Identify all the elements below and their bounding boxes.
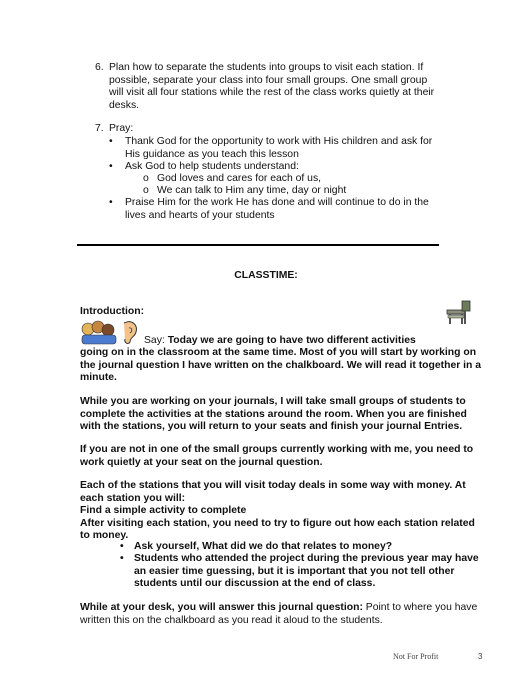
text-line: lives and hearts of your students bbox=[125, 209, 275, 221]
pray-bullet: Ask God to help students understand: bbox=[125, 161, 299, 172]
text-line: Plan how to separate the students into groups to visit each station. If bbox=[109, 62, 424, 73]
paragraph bbox=[80, 480, 490, 543]
text-line: students until our discussion at the end of class. bbox=[134, 578, 376, 590]
intro-label: Introduction: bbox=[80, 306, 145, 317]
footer-label: Not For Profit bbox=[393, 652, 439, 661]
station-bullet: Ask yourself, What did we do that relates to money? bbox=[134, 541, 393, 552]
closing-normal: written this on the chalkboard as you read it aloud to the students. bbox=[80, 614, 383, 626]
say-label: Say: bbox=[144, 335, 165, 346]
pray-subbullet: We can talk to Him any time, day or night bbox=[157, 185, 347, 196]
step-6-text bbox=[109, 62, 449, 112]
paragraph bbox=[80, 396, 490, 434]
sub-bullet-icon: o bbox=[143, 173, 149, 184]
text-line: Students who attended the project during the previous year may have bbox=[134, 553, 479, 564]
sub-bullet-icon: o bbox=[143, 185, 149, 196]
text-line: work quietly at your seat on the journal question. bbox=[80, 456, 323, 468]
bullet-icon: • bbox=[109, 136, 113, 147]
text-line: the journal question I have written on the chalkboard. We will read it together in a bbox=[80, 359, 482, 371]
text-line: minute. bbox=[80, 372, 117, 384]
text-line: an easier time guessing, but it is important that you not tell other bbox=[134, 565, 455, 577]
pray-subbullet: God loves and cares for each of us, bbox=[157, 173, 322, 184]
divider-rule bbox=[77, 244, 439, 246]
text-line: If you are not in one of the small groups currently working with me, you need to bbox=[80, 444, 474, 455]
station-bullet bbox=[134, 553, 479, 591]
page-number: 3 bbox=[478, 652, 483, 661]
text-line: Praise Him for the work He has done and will continue to do in the bbox=[125, 197, 429, 208]
text-line: While you are working on your journals, I will take small groups of students to bbox=[80, 396, 466, 407]
pray-bullet bbox=[125, 197, 445, 222]
step-number: 6. bbox=[95, 62, 104, 73]
text-line: Each of the stations that you will visit today deals in some way with money. At bbox=[80, 480, 466, 491]
pray-bullet bbox=[125, 136, 445, 161]
text-line: Find a simple activity to complete bbox=[80, 505, 247, 517]
text-line bbox=[80, 602, 500, 615]
text-line: will visit all four stations while the rest of the class works quietly at their bbox=[109, 87, 435, 99]
closing-paragraph bbox=[80, 602, 500, 627]
text-line: desks. bbox=[109, 99, 140, 111]
text-line: possible, separate your class into four small groups. One small group bbox=[109, 74, 428, 86]
text-line: going on in the classroom at the same time. Most of you will start by working on bbox=[80, 347, 477, 358]
text-line: After visiting each station, you need to try to figure out how each station related bbox=[80, 517, 475, 529]
bullet-icon: • bbox=[120, 553, 124, 564]
text-line: complete the activities at the stations around the room. When you are finished bbox=[80, 408, 467, 420]
text-line: Thank God for the opportunity to work with His children and ask for bbox=[125, 136, 433, 147]
bullet-icon: • bbox=[120, 541, 124, 552]
closing-normal: Point to where you have bbox=[362, 602, 478, 613]
step-number: 7. bbox=[95, 123, 104, 134]
desk-icon bbox=[444, 297, 474, 327]
step-7-title: Pray: bbox=[109, 123, 134, 134]
closing-bold: While at your desk, you will answer this journal question: bbox=[80, 602, 363, 613]
text-line: each station you will: bbox=[80, 492, 186, 504]
section-title: CLASSTIME: bbox=[234, 270, 298, 281]
text-line: to money. bbox=[80, 530, 129, 542]
say-line bbox=[144, 335, 494, 348]
text-line: with the stations, you will return to your seats and finish your journal Entries. bbox=[80, 421, 463, 433]
paragraph bbox=[80, 347, 490, 385]
say-icons bbox=[80, 319, 142, 345]
paragraph bbox=[80, 444, 490, 469]
bullet-icon: • bbox=[109, 197, 113, 208]
paragraph-text: Today we are going to have two different activities bbox=[167, 335, 416, 346]
bullet-icon: • bbox=[109, 161, 113, 172]
text-line: His guidance as you teach this lesson bbox=[125, 148, 299, 160]
